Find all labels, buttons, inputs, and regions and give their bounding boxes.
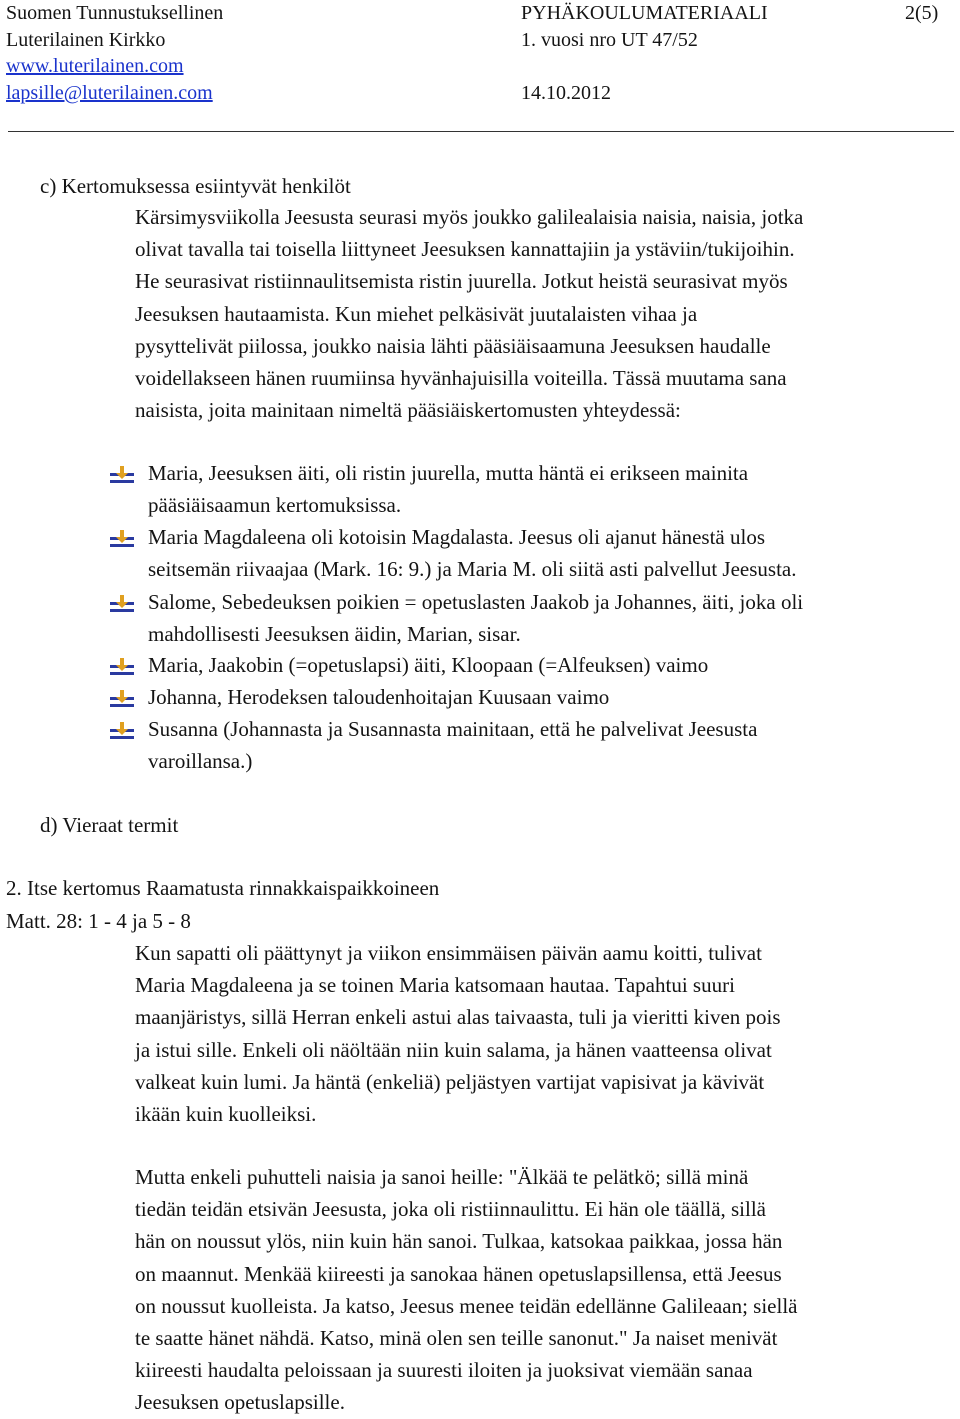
arrow-bullet-icon	[110, 463, 134, 483]
section-c-paragraph	[135, 201, 803, 426]
paragraph-line: Kärsimysviikolla Jeesusta seurasi myös joukko galilealaisia naisia, naisia, jotka	[135, 205, 804, 229]
email-link[interactable]: lapsille@luterilainen.com	[6, 82, 213, 104]
list-item-text: Maria, Jaakobin (=opetuslapsi) äiti, Kloopaan (=Alfeuksen) vaimo	[148, 653, 709, 677]
passage-line: kiireesti haudalta peloissaan ja suuresti iloiten ja juoksivat viemään sanaa	[135, 1358, 753, 1383]
passage-line: Kun sapatti oli päättynyt ja viikon ensimmäisen päivän aamu koitti, tulivat	[135, 941, 762, 965]
passage-line: ikään kuin kuolleiksi.	[135, 1102, 317, 1127]
passage-line: Mutta enkeli puhutteli naisia ja sanoi heille: "Älkää te pelätkö; sillä minä	[135, 1165, 749, 1189]
header-rule	[8, 131, 954, 132]
website-link[interactable]: www.luterilainen.com	[6, 55, 184, 77]
paragraph-line: naisista, joita mainitaan nimeltä pääsiäiskertomusten yhteydessä:	[135, 398, 681, 423]
document-type: PYHÄKOULUMATERIAALI	[521, 2, 768, 24]
passage-line: maanjäristys, sillä Herran enkeli astui alas taivaasta, tuli ja vieritti kiven pois	[135, 1005, 781, 1030]
paragraph-line: Jeesuksen hautaamista. Kun miehet pelkäsivät juutalaisten vihaa ja	[135, 301, 698, 326]
paragraph-line: He seurasivat ristiinnaulitsemista ristin juurella. Jotkut heistä seurasivat myös	[135, 269, 788, 294]
document-date: 14.10.2012	[521, 82, 611, 104]
page-number: 2(5)	[905, 2, 939, 24]
list-item-text: pääsiäisaamun kertomuksissa.	[148, 493, 402, 518]
scripture-passage-1	[135, 937, 781, 1130]
arrow-bullet-icon	[110, 592, 134, 612]
paragraph-line: voidellakseen hänen ruumiinsa hyvänhajuisilla voiteilla. Tässä muutama sana	[135, 366, 787, 391]
list-item-text: mahdollisesti Jeesuksen äidin, Marian, sisar.	[148, 622, 521, 647]
passage-line: on maannut. Menkää kiireesti ja sanokaa hänen opetuslapsillensa, että Jeesus	[135, 1261, 782, 1286]
series-number: 1. vuosi nro UT 47/52	[521, 29, 698, 51]
paragraph-line: olivat tavalla tai toisella liittyneet Jeesuksen kannattajiin ja ystäviin/tukijoihin.	[135, 237, 795, 262]
scripture-reference: Matt. 28: 1 - 4 ja 5 - 8	[6, 909, 191, 933]
list-item-text: Maria Magdaleena oli kotoisin Magdalasta. Jeesus oli ajanut hänestä ulos	[148, 525, 766, 549]
list-item-text: Susanna (Johannasta ja Susannasta mainitaan, että he palvelivat Jeesusta	[148, 717, 758, 741]
list-item-text: Johanna, Herodeksen taloudenhoitajan Kuusaan vaimo	[148, 685, 610, 709]
passage-line: hän on noussut ylös, niin kuin hän sanoi. Tulkaa, katsokaa paikkaa, jossa hän	[135, 1229, 783, 1254]
passage-line: te saatte hänet nähdä. Katso, minä olen sen teille sanonut." Ja naiset menivät	[135, 1326, 778, 1351]
org-name-line1: Suomen Tunnustuksellinen	[6, 2, 224, 24]
arrow-bullet-icon	[110, 687, 134, 707]
section-2-heading: 2. Itse kertomus Raamatusta rinnakkaispaikkoineen	[6, 876, 440, 900]
passage-line: on noussut kuolleista. Ja katso, Jeesus menee teidän edellänne Galileaan; siellä	[135, 1293, 798, 1318]
arrow-bullet-icon	[110, 527, 134, 547]
section-d-heading: d) Vieraat termit	[40, 813, 179, 837]
passage-line: valkeat kuin lumi. Ja häntä (enkeliä) peljästyen vartijat vapisivat ja kävivät	[135, 1069, 765, 1094]
list-item-text: Salome, Sebedeuksen poikien = opetuslasten Jaakob ja Johannes, äiti, joka oli	[148, 590, 804, 614]
org-name-line2: Luterilainen Kirkko	[6, 29, 166, 51]
list-item-text: seitsemän riivaajaa (Mark. 16: 9.) ja Maria M. oli siitä asti palvellut Jeesusta.	[148, 557, 797, 582]
paragraph-line: pysyttelivät piilossa, joukko naisia lähti pääsiäisaamuna Jeesuksen haudalle	[135, 333, 771, 358]
passage-line: tiedän teidän etsivän Jeesusta, joka oli ristiinnaulittu. Ei hän ole täällä, sillä	[135, 1197, 767, 1222]
section-c-heading: c) Kertomuksessa esiintyvät henkilöt	[40, 174, 351, 198]
arrow-bullet-icon	[110, 719, 134, 739]
arrow-bullet-icon	[110, 655, 134, 675]
passage-line: Maria Magdaleena ja se toinen Maria katsomaan hautaa. Tapahtui suuri	[135, 973, 735, 998]
scripture-passage-2	[135, 1161, 797, 1419]
list-item-text: Maria, Jeesuksen äiti, oli ristin juurella, mutta häntä ei erikseen mainita	[148, 461, 749, 485]
passage-line: ja istui sille. Enkeli oli näöltään niin kuin salama, ja hänen vaatteensa olivat	[135, 1037, 772, 1062]
list-item-text: varoillansa.)	[148, 749, 253, 774]
passage-line: Jeesuksen opetuslapsille.	[135, 1390, 345, 1415]
